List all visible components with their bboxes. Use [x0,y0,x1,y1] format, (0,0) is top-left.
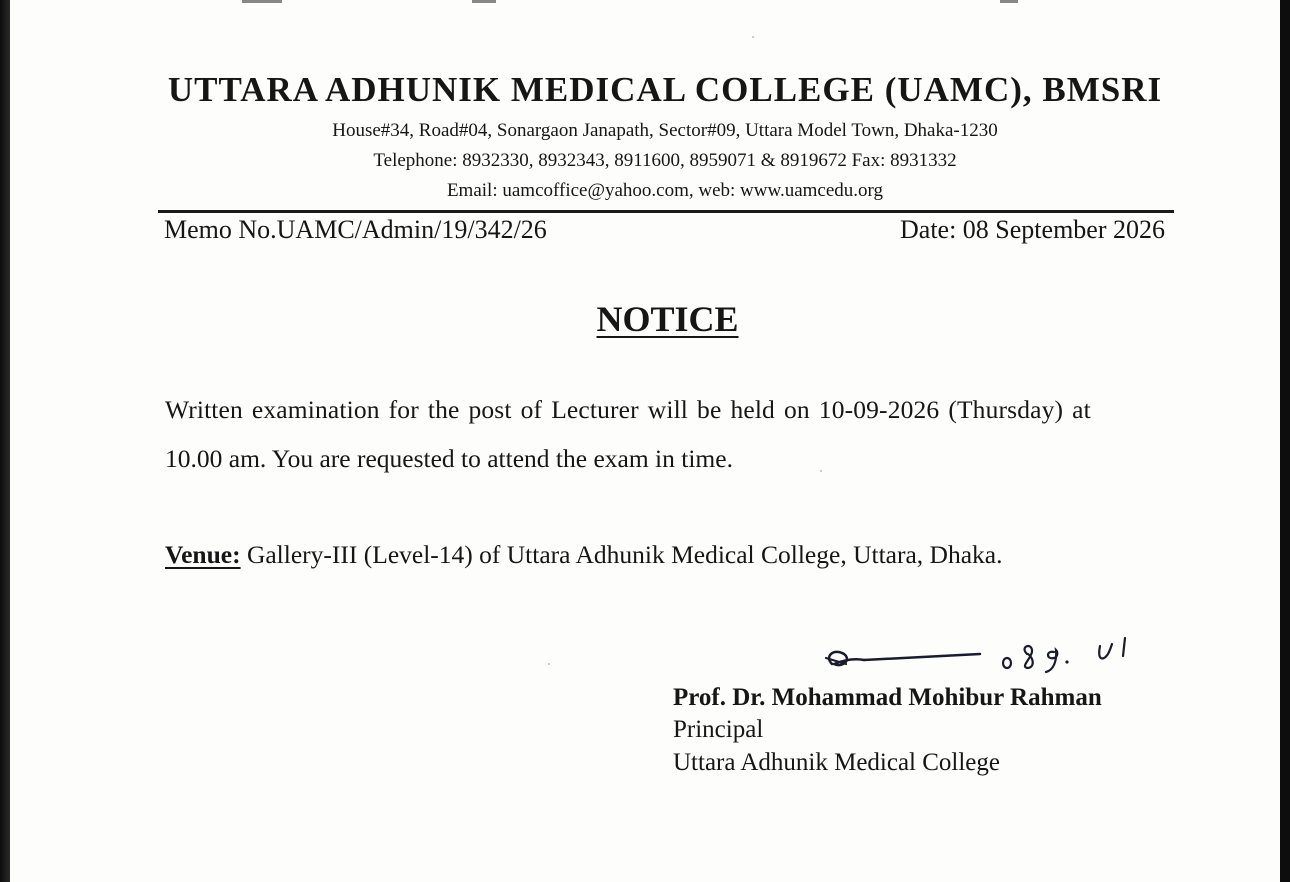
venue-text: Gallery-III (Level-14) of Uttara Adhunik Medical College, Uttara, Dhaka. [240,540,1003,569]
handwritten-signature [820,630,1150,680]
scan-speck [752,36,754,38]
college-email-web: Email: uamcoffice@yahoo.com, web: www.uamcedu.org [446,180,884,201]
notice-body-line-1: Written examination for the post of Lecturer will be held on 10-09-2026 (Thursday) at [165,395,1091,424]
notice-body-line-2: 10.00 am. You are requested to attend the exam in time. [165,444,733,473]
scan-speck [820,470,822,472]
scan-artifact [242,0,282,3]
signatory-name: Prof. Dr. Mohammad Mohibur Rahman [673,684,1102,711]
header-divider [158,210,1174,213]
notice-title: NOTICE [596,299,739,339]
scan-speck [548,663,550,665]
memo-number: Memo No.UAMC/Admin/19/342/26 [164,215,547,244]
scan-artifact [1000,0,1018,3]
venue-label: Venue: [165,540,241,569]
signatory-designation: Principal [673,716,764,743]
college-telephone: Telephone: 8932330, 8932343, 8911600, 8959071 & 8919672 Fax: 8931332 [373,150,957,171]
scan-artifact [472,0,496,3]
signatory-organization: Uttara Adhunik Medical College [673,749,1001,776]
college-name-heading: UTTARA ADHUNIK MEDICAL COLLEGE (UAMC), BMSRI [167,70,1163,109]
venue-line [165,540,1002,570]
memo-date: Date: 08 September 2026 [900,215,1165,244]
college-address: House#34, Road#04, Sonargaon Janapath, Sector#09, Uttara Model Town, Dhaka-1230 [332,120,998,141]
